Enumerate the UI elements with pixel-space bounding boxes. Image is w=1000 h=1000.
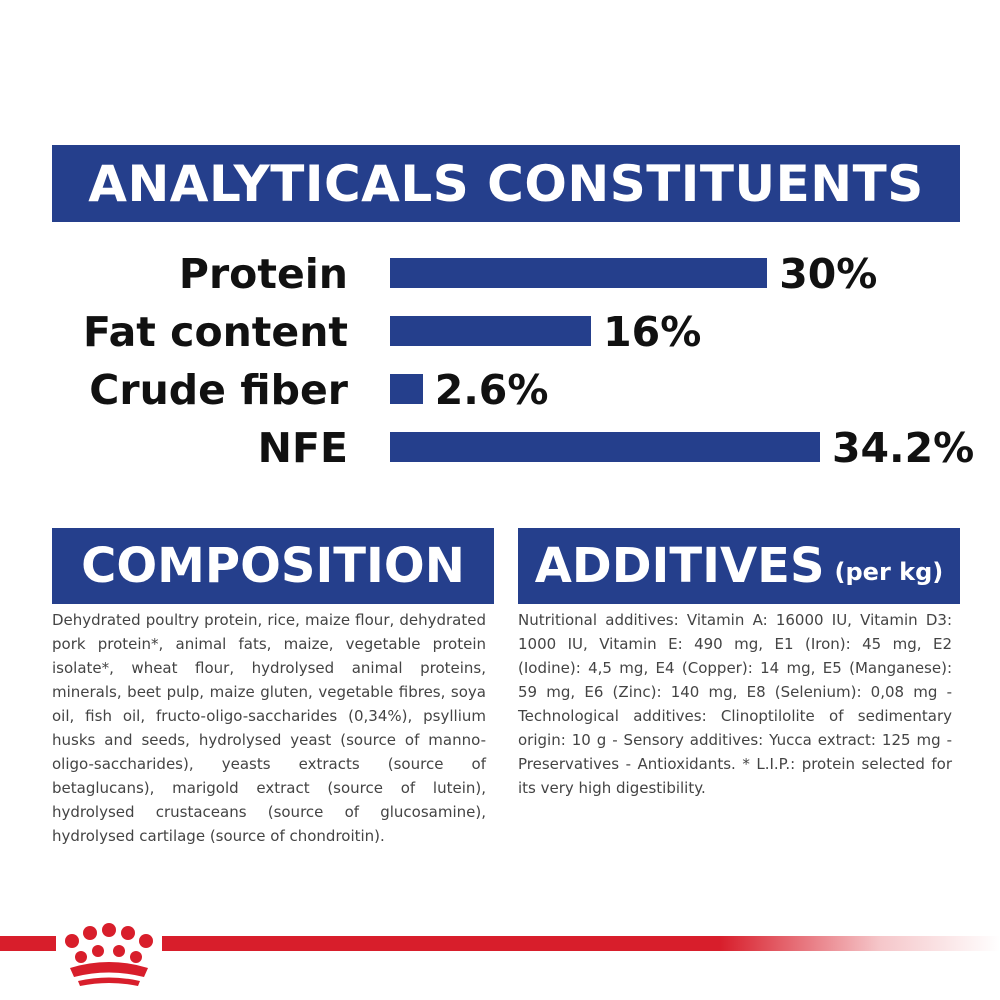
additives-text: Nutritional additives: Vitamin A: 16000 IU, Vitamin D3: 1000 IU, Vitamin E: 490 mg, E1 (Iron): 45 mg, E2 (Iodine): 4,5 mg, E4 (Copper): 14 mg, E5 (Manganese): 59 mg, E6 (Zinc): 140 mg, E8 (Selenium): 0,08 mg - Technological additives: Clinoptilolite of sedimentary origin: 10 g - Sensory additives: Yucca extract: 125 mg - Preservatives - Antioxidants. * L.I.P.: protein selected for its very high digestibility.	[518, 611, 952, 797]
analytical-constituents-title: ANALYTICALS CONSTITUENTS	[88, 154, 924, 213]
bar-label: Protein	[178, 250, 348, 298]
bar-value-label: 16%	[603, 308, 702, 356]
composition-title: COMPOSITION	[81, 538, 465, 594]
bar-value-label: 30%	[779, 250, 878, 298]
additives-banner	[518, 528, 960, 604]
royal-canin-crown-icon	[56, 920, 162, 990]
bar	[390, 316, 591, 346]
bar-value-label: 34.2%	[832, 424, 975, 472]
bar-value-label: 2.6%	[434, 366, 549, 414]
additives-title: ADDITIVES	[534, 538, 825, 594]
bar	[390, 258, 767, 288]
bar	[390, 432, 820, 462]
bar	[390, 374, 423, 404]
bar-label: NFE	[257, 424, 348, 472]
analytical-constituents-banner	[52, 145, 960, 222]
composition-banner	[52, 528, 494, 604]
bar-label: Fat content	[83, 308, 348, 356]
additives-subtitle: (per kg)	[834, 558, 944, 586]
bar-label: Crude fiber	[89, 366, 348, 414]
composition-text: Dehydrated poultry protein, rice, maize flour, dehydrated pork protein*, animal fats, maize, vegetable protein isolate*, wheat flour, hydrolysed animal proteins, minerals, beet pulp, maize gluten, vegetable fibres, soya oil, fish oil, fructo-oligo-saccharides (0,34%), psyllium husks and seeds, hydrolysed yeast (source of manno-oligo-saccharides), yeasts extracts (source of betaglucans), marigold extract (source of lutein), hydrolysed crustaceans (source of glucosamine), hydrolysed cartilage (source of chondroitin).	[52, 611, 486, 845]
